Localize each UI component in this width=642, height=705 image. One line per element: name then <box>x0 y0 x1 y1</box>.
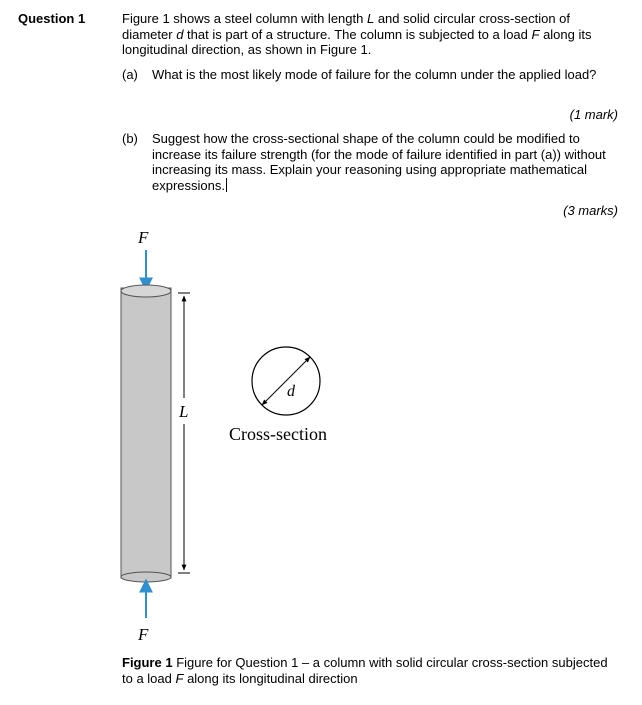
part-a-text: What is the most likely mode of failure for the column under the applied load? <box>152 67 597 82</box>
intro-var-d: d <box>176 26 184 42</box>
load-label-top: F <box>138 228 149 247</box>
load-label-bottom: F <box>138 625 149 644</box>
caption-text-1: Figure for Question 1 – a column with solid circular cross-section subjected to a load <box>122 655 608 686</box>
column <box>121 285 171 582</box>
caption-text-2: along its longitudinal direction <box>183 670 358 686</box>
part-a-marks: (1 mark) <box>569 107 618 122</box>
intro-var-L: L <box>366 11 375 26</box>
part-b-marks: (3 marks) <box>563 203 618 218</box>
question-label: Question 1 <box>18 11 86 26</box>
part-b-letter: (b) <box>122 131 138 146</box>
caption-label: Figure 1 <box>122 655 173 670</box>
length-label: L <box>179 402 189 421</box>
intro-text-2: and solid circular cross-section of diameter <box>122 11 571 42</box>
length-dimension <box>178 293 190 573</box>
cross-section-label: Cross-section <box>229 424 327 444</box>
figure-caption <box>122 655 612 686</box>
diameter-label: d <box>287 383 295 400</box>
cross-section-diagram <box>252 347 320 415</box>
part-b-text: Suggest how the cross-sectional shape of the column could be modified to increase its failure strength (for the mode of failure identified in part (a)) without increasing its mass. Explain your reasoning using appropriate mathematical expressions. <box>152 131 606 193</box>
intro-text-4: along its longitudinal direction, as shown in Figure 1. <box>122 26 592 57</box>
intro-var-F: F <box>531 26 540 42</box>
part-a-letter: (a) <box>122 67 138 82</box>
intro-text-1: Figure 1 shows a steel column with length <box>122 11 367 26</box>
caption-var-F: F <box>175 670 184 686</box>
intro-text-3: that is part of a structure. The column is subjected to a load <box>183 26 532 42</box>
